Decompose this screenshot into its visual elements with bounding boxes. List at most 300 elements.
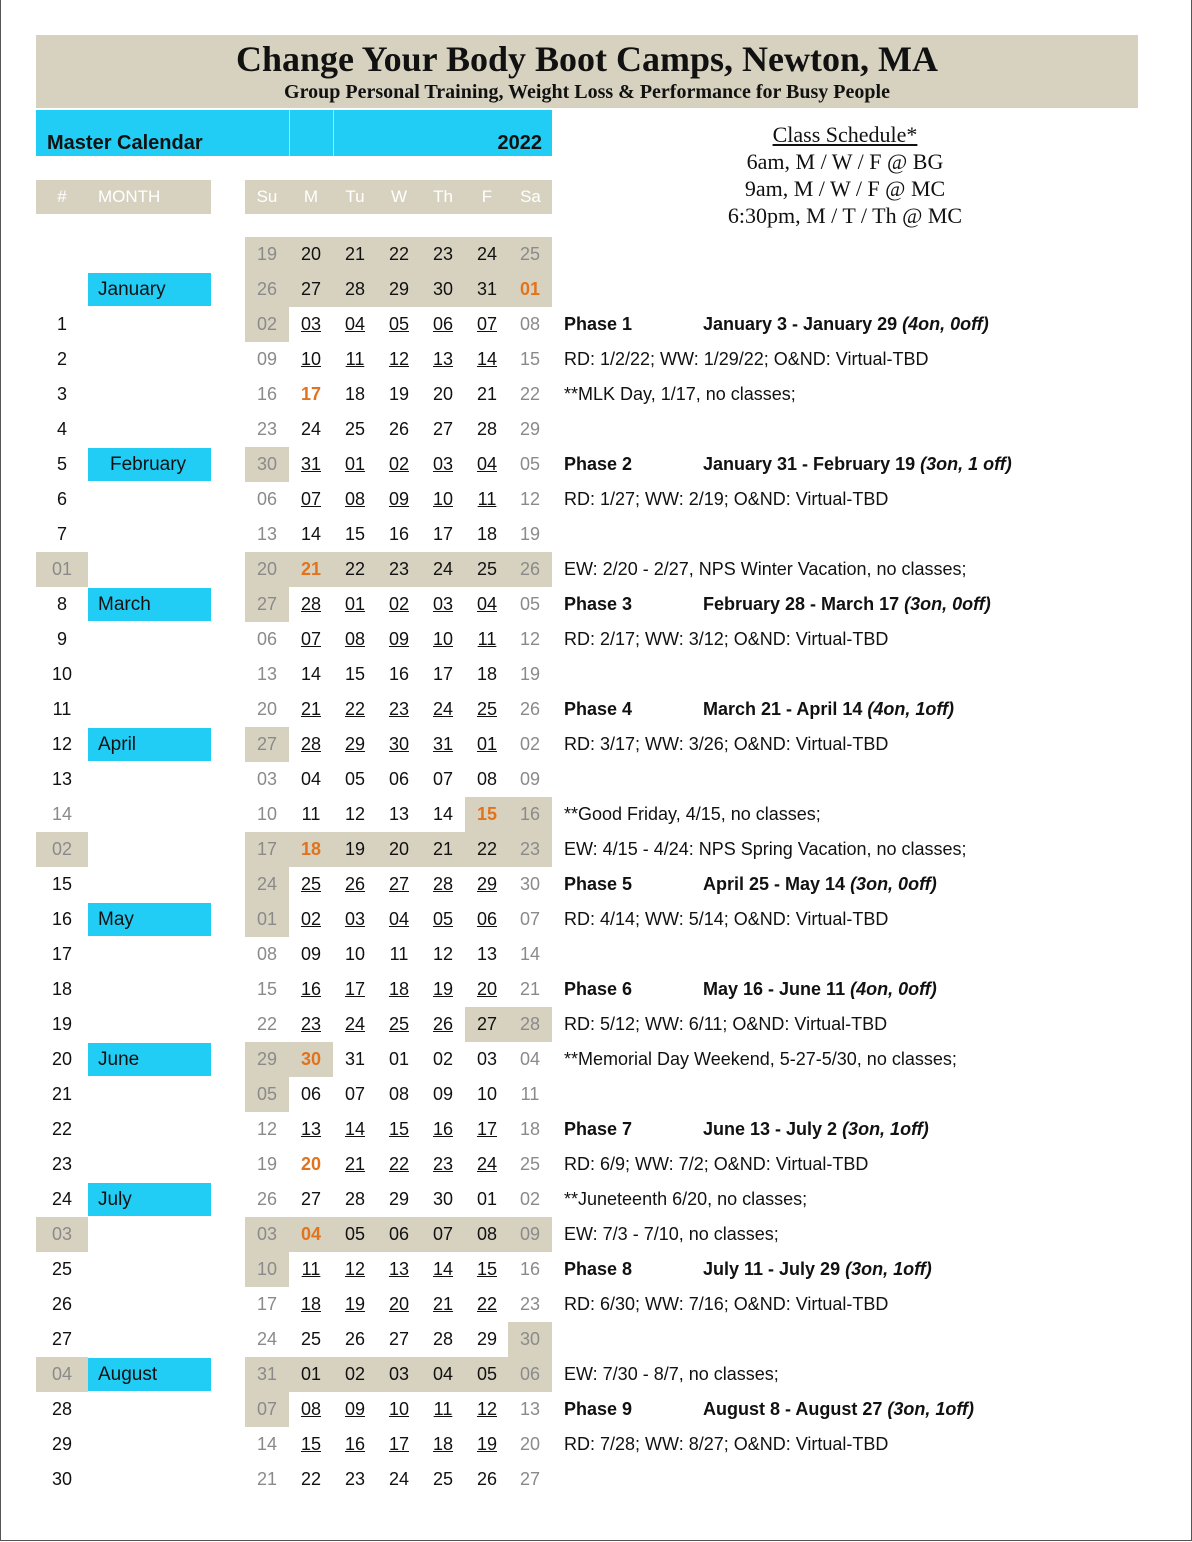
- day-cell: 24: [476, 244, 498, 264]
- day-cell: 21: [256, 1469, 278, 1489]
- day-cell: 22: [388, 1154, 410, 1174]
- phase-label: Phase 8: [564, 1259, 633, 1279]
- day-cell: 28: [300, 594, 322, 614]
- day-cell: 25: [300, 1329, 322, 1349]
- day-cell: 23: [256, 419, 278, 439]
- day-cell: 10: [388, 1399, 410, 1419]
- month-label: July: [98, 1189, 132, 1210]
- day-cell: 06: [388, 769, 410, 789]
- week-number: 24: [51, 1189, 73, 1209]
- day-cell: 25: [388, 1014, 410, 1034]
- day-cell: 02: [519, 1189, 541, 1209]
- day-cell: 01: [476, 1189, 498, 1209]
- day-cell: 05: [432, 909, 454, 929]
- day-cell: 12: [344, 804, 366, 824]
- day-cell: 05: [476, 1364, 498, 1384]
- week-number: 23: [51, 1154, 73, 1174]
- day-cell: 18: [432, 1434, 454, 1454]
- day-cell: 15: [476, 1259, 498, 1279]
- day-cell: 29: [388, 1189, 410, 1209]
- day-cell: 14: [300, 664, 322, 684]
- day-cell: 17: [344, 979, 366, 999]
- day-cell: 21: [519, 979, 541, 999]
- week-number: 13: [51, 769, 73, 789]
- day-cell: 20: [300, 1154, 322, 1174]
- week-number: 16: [51, 909, 73, 929]
- phase-range-dates: July 11 - July 29: [703, 1259, 846, 1279]
- day-cell: 25: [300, 874, 322, 894]
- day-cell: 23: [388, 699, 410, 719]
- day-cell: 08: [476, 1224, 498, 1244]
- day-cell: 04: [432, 1364, 454, 1384]
- day-cell: 02: [388, 594, 410, 614]
- day-cell: 24: [256, 1329, 278, 1349]
- day-cell: 27: [300, 1189, 322, 1209]
- master-calendar-bar: [36, 110, 552, 156]
- day-cell: 11: [389, 944, 409, 964]
- month-label: February: [110, 454, 187, 475]
- day-cell: 21: [344, 244, 366, 264]
- column-header-month-label: MONTH: [98, 187, 161, 206]
- day-cell: 12: [432, 944, 454, 964]
- day-cell: 16: [388, 524, 410, 544]
- phase-range: [703, 1392, 974, 1427]
- day-cell: 15: [344, 524, 366, 544]
- day-cell: 04: [388, 909, 410, 929]
- day-cell: 23: [300, 1014, 322, 1034]
- day-cell: 03: [388, 1364, 410, 1384]
- day-cell: 25: [519, 244, 541, 264]
- month-label: January: [98, 279, 166, 300]
- row-note: RD: 7/28; WW: 8/27; O&ND: Virtual-TBD: [564, 1434, 889, 1454]
- phase-label: Phase 2: [564, 454, 633, 474]
- day-cell: 06: [388, 1224, 410, 1244]
- day-header-th: Th: [433, 187, 453, 206]
- week-number: [40, 237, 84, 272]
- day-cell: 26: [256, 279, 278, 299]
- day-cell: 05: [519, 594, 541, 614]
- month-label: April: [98, 734, 137, 755]
- phase-range-detail: (3on, 1off): [845, 1259, 932, 1279]
- week-number: 18: [51, 979, 73, 999]
- phase-label: Phase 5: [564, 874, 633, 894]
- day-cell: 05: [344, 1224, 366, 1244]
- day-cell: 30: [256, 454, 278, 474]
- day-cell: 13: [519, 1399, 541, 1419]
- column-header-num-label: #: [57, 187, 67, 206]
- phase-range: [703, 307, 989, 342]
- day-cell: 07: [432, 769, 454, 789]
- phase-range-detail: (3on, 0off): [850, 874, 937, 894]
- day-cell: 25: [476, 559, 498, 579]
- column-header-num: [36, 180, 88, 214]
- row-note: **Memorial Day Weekend, 5-27-5/30, no classes;: [564, 1049, 957, 1069]
- day-cell: 22: [476, 839, 498, 859]
- day-cell: 08: [300, 1399, 322, 1419]
- day-cell: 01: [256, 909, 278, 929]
- day-cell: 19: [519, 664, 541, 684]
- day-cell: 21: [344, 1154, 366, 1174]
- day-cell: 22: [476, 1294, 498, 1314]
- day-cell: 20: [388, 839, 410, 859]
- day-cell: 27: [432, 419, 454, 439]
- divider: [289, 110, 290, 156]
- day-cell: 21: [300, 559, 322, 579]
- week-number: 25: [51, 1259, 73, 1279]
- week-number: 10: [51, 664, 73, 684]
- day-cell: 10: [300, 349, 322, 369]
- day-cell: 13: [388, 1259, 410, 1279]
- day-cell: 16: [344, 1434, 366, 1454]
- day-cell: 20: [256, 559, 278, 579]
- day-cell: 05: [256, 1084, 278, 1104]
- day-cell: 30: [388, 734, 410, 754]
- day-cell: 19: [344, 839, 366, 859]
- day-cell: 20: [432, 384, 454, 404]
- day-cell: 15: [388, 1119, 410, 1139]
- day-cell: 24: [300, 419, 322, 439]
- week-number: 01: [51, 559, 73, 579]
- row-note: RD: 5/12; WW: 6/11; O&ND: Virtual-TBD: [564, 1014, 888, 1034]
- day-cell: 01: [300, 1364, 322, 1384]
- day-cell: 04: [344, 314, 366, 334]
- day-cell: 23: [519, 839, 541, 859]
- day-cell: 14: [519, 944, 541, 964]
- day-cell: 30: [519, 1329, 541, 1349]
- week-number: 11: [52, 699, 72, 719]
- day-cell: 31: [300, 454, 322, 474]
- day-cell: 17: [256, 839, 278, 859]
- row-note: **Good Friday, 4/15, no classes;: [564, 804, 821, 824]
- day-cell: 04: [476, 454, 498, 474]
- row-note: EW: 7/3 - 7/10, no classes;: [564, 1224, 779, 1244]
- day-cell: 19: [256, 1154, 278, 1174]
- day-cell: 22: [519, 384, 541, 404]
- day-cell: 11: [433, 1399, 453, 1419]
- day-cell: 18: [476, 524, 498, 544]
- page-subtitle: Group Personal Training, Weight Loss & Performance for Busy People: [284, 81, 890, 103]
- day-cell: 08: [256, 944, 278, 964]
- day-cell: 01: [476, 734, 498, 754]
- day-cell: 07: [300, 629, 322, 649]
- day-cell: 10: [344, 944, 366, 964]
- day-cell: 15: [344, 664, 366, 684]
- day-cell: 07: [432, 1224, 454, 1244]
- day-cell: 14: [300, 524, 322, 544]
- row-note: RD: 1/27; WW: 2/19; O&ND: Virtual-TBD: [564, 489, 889, 509]
- day-header-su: Su: [256, 187, 278, 206]
- phase-label: Phase 4: [564, 699, 633, 719]
- day-cell: 14: [256, 1434, 278, 1454]
- row-note: **MLK Day, 1/17, no classes;: [564, 384, 796, 404]
- day-cell: 12: [256, 1119, 278, 1139]
- day-cell: 10: [432, 629, 454, 649]
- day-cell: 02: [388, 454, 410, 474]
- day-cell: 18: [519, 1119, 541, 1139]
- phase-range-detail: (3on, 1 off): [920, 454, 1012, 474]
- day-cell: 29: [519, 419, 541, 439]
- day-cell: 22: [344, 699, 366, 719]
- phase-range: [703, 692, 954, 727]
- day-header-w: W: [390, 187, 408, 206]
- day-cell: 03: [256, 769, 278, 789]
- day-cell: 31: [256, 1364, 278, 1384]
- day-cell: 21: [432, 1294, 454, 1314]
- row-note: EW: 4/15 - 4/24: NPS Spring Vacation, no classes;: [564, 839, 967, 859]
- day-cell: 15: [300, 1434, 322, 1454]
- day-cell: 09: [519, 769, 541, 789]
- schedule-line: 6:30pm, M / T / Th @ MC: [727, 203, 963, 228]
- day-header-tu: Tu: [345, 187, 365, 206]
- day-cell: 02: [300, 909, 322, 929]
- day-cell: 12: [476, 1399, 498, 1419]
- row-note: RD: 1/2/22; WW: 1/29/22; O&ND: Virtual-TBD: [564, 349, 929, 369]
- schedule-line: 6am, M / W / F @ BG: [746, 149, 944, 174]
- phase-range-dates: January 31 - February 19: [703, 454, 921, 474]
- day-cell: 24: [388, 1469, 410, 1489]
- week-number: 19: [51, 1014, 73, 1034]
- phase-range-dates: April 25 - May 14: [703, 874, 851, 894]
- day-cell: 25: [344, 419, 366, 439]
- day-cell: 15: [256, 979, 278, 999]
- day-cell: 07: [300, 489, 322, 509]
- day-cell: 26: [388, 419, 410, 439]
- day-cell: 11: [477, 629, 497, 649]
- day-cell: 26: [519, 559, 541, 579]
- day-cell: 15: [476, 804, 498, 824]
- day-cell: 16: [519, 1259, 541, 1279]
- day-cell: 29: [388, 279, 410, 299]
- row-note: RD: 3/17; WW: 3/26; O&ND: Virtual-TBD: [564, 734, 889, 754]
- day-cell: 09: [432, 1084, 454, 1104]
- day-cell: 10: [256, 804, 278, 824]
- day-cell: 05: [519, 454, 541, 474]
- phase-range-dates: August 8 - August 27: [703, 1399, 888, 1419]
- week-number: 8: [56, 594, 67, 614]
- day-cell: 16: [300, 979, 322, 999]
- day-cell: 11: [477, 489, 497, 509]
- month-label: March: [98, 594, 151, 615]
- day-cell: 18: [300, 1294, 322, 1314]
- day-cell: 04: [300, 1224, 322, 1244]
- day-cell: 14: [432, 1259, 454, 1279]
- week-number: 02: [51, 839, 73, 859]
- phase-range-dates: June 13 - July 2: [703, 1119, 843, 1139]
- day-cell: 11: [520, 1084, 540, 1104]
- day-cell: 04: [519, 1049, 541, 1069]
- day-cell: 10: [432, 489, 454, 509]
- row-note: EW: 2/20 - 2/27, NPS Winter Vacation, no classes;: [564, 559, 967, 579]
- phase-range: [703, 867, 937, 902]
- row-note: RD: 6/9; WW: 7/2; O&ND: Virtual-TBD: [564, 1154, 869, 1174]
- day-cell: 02: [432, 1049, 454, 1069]
- day-cell: 07: [256, 1399, 278, 1419]
- day-cell: 02: [256, 314, 278, 334]
- day-cell: 01: [344, 594, 366, 614]
- row-note: **Juneteenth 6/20, no classes;: [564, 1189, 808, 1209]
- day-cell: 08: [388, 1084, 410, 1104]
- day-cell: 12: [344, 1259, 366, 1279]
- day-cell: 09: [300, 944, 322, 964]
- row-note: RD: 4/14; WW: 5/14; O&ND: Virtual-TBD: [564, 909, 889, 929]
- day-cell: 12: [519, 489, 541, 509]
- phase-range-detail: (3on, 1off): [842, 1119, 929, 1139]
- phase-label: Phase 9: [564, 1399, 633, 1419]
- day-cell: 13: [388, 804, 410, 824]
- week-number: 1: [56, 314, 67, 334]
- day-cell: 17: [432, 524, 454, 544]
- day-cell: 03: [476, 1049, 498, 1069]
- week-number: 28: [51, 1399, 73, 1419]
- day-cell: 25: [476, 699, 498, 719]
- phase-range-dates: March 21 - April 14: [703, 699, 868, 719]
- phase-range-detail: (3on, 1off): [887, 1399, 975, 1419]
- column-header-days: [245, 180, 552, 214]
- day-cell: 17: [432, 664, 454, 684]
- day-cell: 01: [519, 279, 541, 299]
- day-cell: 27: [388, 874, 410, 894]
- day-cell: 16: [256, 384, 278, 404]
- week-number: 6: [56, 489, 67, 509]
- day-cell: 19: [344, 1294, 366, 1314]
- day-cell: 31: [344, 1049, 366, 1069]
- day-cell: 13: [476, 944, 498, 964]
- phase-range: [703, 972, 937, 1007]
- day-cell: 23: [519, 1294, 541, 1314]
- day-cell: 09: [344, 1399, 366, 1419]
- day-cell: 27: [519, 1469, 541, 1489]
- week-number: 17: [51, 944, 73, 964]
- day-cell: 01: [388, 1049, 410, 1069]
- day-cell: 22: [300, 1469, 322, 1489]
- week-number: 4: [56, 419, 67, 439]
- day-cell: 10: [476, 1084, 498, 1104]
- day-cell: 25: [519, 1154, 541, 1174]
- day-cell: 11: [301, 1259, 321, 1279]
- week-number: 20: [51, 1049, 73, 1069]
- week-number: [40, 272, 84, 307]
- day-cell: 31: [432, 734, 454, 754]
- day-cell: 18: [300, 839, 322, 859]
- week-number: 29: [51, 1434, 73, 1454]
- day-cell: 03: [344, 909, 366, 929]
- day-cell: 19: [476, 1434, 498, 1454]
- week-number: 04: [51, 1364, 73, 1384]
- day-cell: 21: [432, 839, 454, 859]
- phase-range-dates: May 16 - June 11: [703, 979, 851, 999]
- day-cell: 22: [256, 1014, 278, 1034]
- day-cell: 07: [476, 314, 498, 334]
- phase-range-detail: (4on, 0off): [902, 314, 989, 334]
- phase-range: [703, 587, 991, 622]
- day-cell: 29: [256, 1049, 278, 1069]
- week-number: 5: [56, 454, 67, 474]
- page-title: Change Your Body Boot Camps, Newton, MA: [235, 39, 939, 79]
- week-number: 21: [51, 1084, 73, 1104]
- day-cell: 13: [256, 664, 278, 684]
- day-cell: 30: [519, 874, 541, 894]
- phase-label: Phase 3: [564, 594, 633, 614]
- day-cell: 24: [476, 1154, 498, 1174]
- class-schedule-title: Class Schedule*: [772, 122, 918, 147]
- day-cell: 29: [344, 734, 366, 754]
- day-cell: 02: [344, 1364, 366, 1384]
- day-cell: 06: [519, 1364, 541, 1384]
- day-cell: 15: [519, 349, 541, 369]
- day-cell: 12: [519, 629, 541, 649]
- day-cell: 30: [432, 279, 454, 299]
- schedule-line: 9am, M / W / F @ MC: [744, 176, 946, 201]
- day-cell: 22: [388, 244, 410, 264]
- day-cell: 20: [388, 1294, 410, 1314]
- day-cell: 19: [256, 244, 278, 264]
- week-number: 30: [51, 1469, 73, 1489]
- day-cell: 26: [256, 1189, 278, 1209]
- phase-range: [703, 447, 1012, 482]
- day-cell: 28: [476, 419, 498, 439]
- phase-range-dates: February 28 - March 17: [703, 594, 905, 614]
- day-cell: 18: [344, 384, 366, 404]
- day-cell: 04: [476, 594, 498, 614]
- day-cell: 24: [432, 699, 454, 719]
- day-cell: 11: [345, 349, 365, 369]
- day-cell: 20: [519, 1434, 541, 1454]
- day-cell: 27: [300, 279, 322, 299]
- day-cell: 21: [300, 699, 322, 719]
- day-cell: 21: [476, 384, 498, 404]
- week-number: 03: [51, 1224, 73, 1244]
- day-cell: 06: [300, 1084, 322, 1104]
- day-cell: 23: [388, 559, 410, 579]
- day-cell: 12: [388, 349, 410, 369]
- day-cell: 06: [256, 629, 278, 649]
- calendar-year: 2022: [497, 132, 542, 154]
- day-cell: 05: [344, 769, 366, 789]
- day-cell: 22: [344, 559, 366, 579]
- week-number: 9: [56, 629, 67, 649]
- day-cell: 28: [344, 1189, 366, 1209]
- week-number: 12: [51, 734, 73, 754]
- day-cell: 20: [476, 979, 498, 999]
- day-cell: 27: [256, 734, 278, 754]
- week-number: 2: [56, 349, 67, 369]
- day-cell: 29: [476, 874, 498, 894]
- week-number: 3: [56, 384, 67, 404]
- day-cell: 28: [300, 734, 322, 754]
- phase-label: Phase 7: [564, 1119, 633, 1139]
- master-calendar-label: Master Calendar: [47, 132, 203, 154]
- month-label: May: [98, 909, 134, 930]
- day-cell: 08: [476, 769, 498, 789]
- day-cell: 03: [300, 314, 322, 334]
- day-cell: 17: [256, 1294, 278, 1314]
- day-cell: 30: [432, 1189, 454, 1209]
- day-cell: 26: [432, 1014, 454, 1034]
- week-number: 14: [51, 804, 73, 824]
- header-band: [36, 35, 1138, 108]
- day-cell: 28: [432, 1329, 454, 1349]
- phase-range: [703, 1252, 932, 1287]
- day-cell: 18: [388, 979, 410, 999]
- day-cell: 18: [476, 664, 498, 684]
- day-cell: 26: [476, 1469, 498, 1489]
- day-cell: 07: [519, 909, 541, 929]
- day-cell: 26: [519, 699, 541, 719]
- phase-range-dates: January 3 - January 29: [703, 314, 903, 334]
- day-cell: 27: [476, 1014, 498, 1034]
- week-number: 26: [51, 1294, 73, 1314]
- phase-range-detail: (3on, 0off): [904, 594, 991, 614]
